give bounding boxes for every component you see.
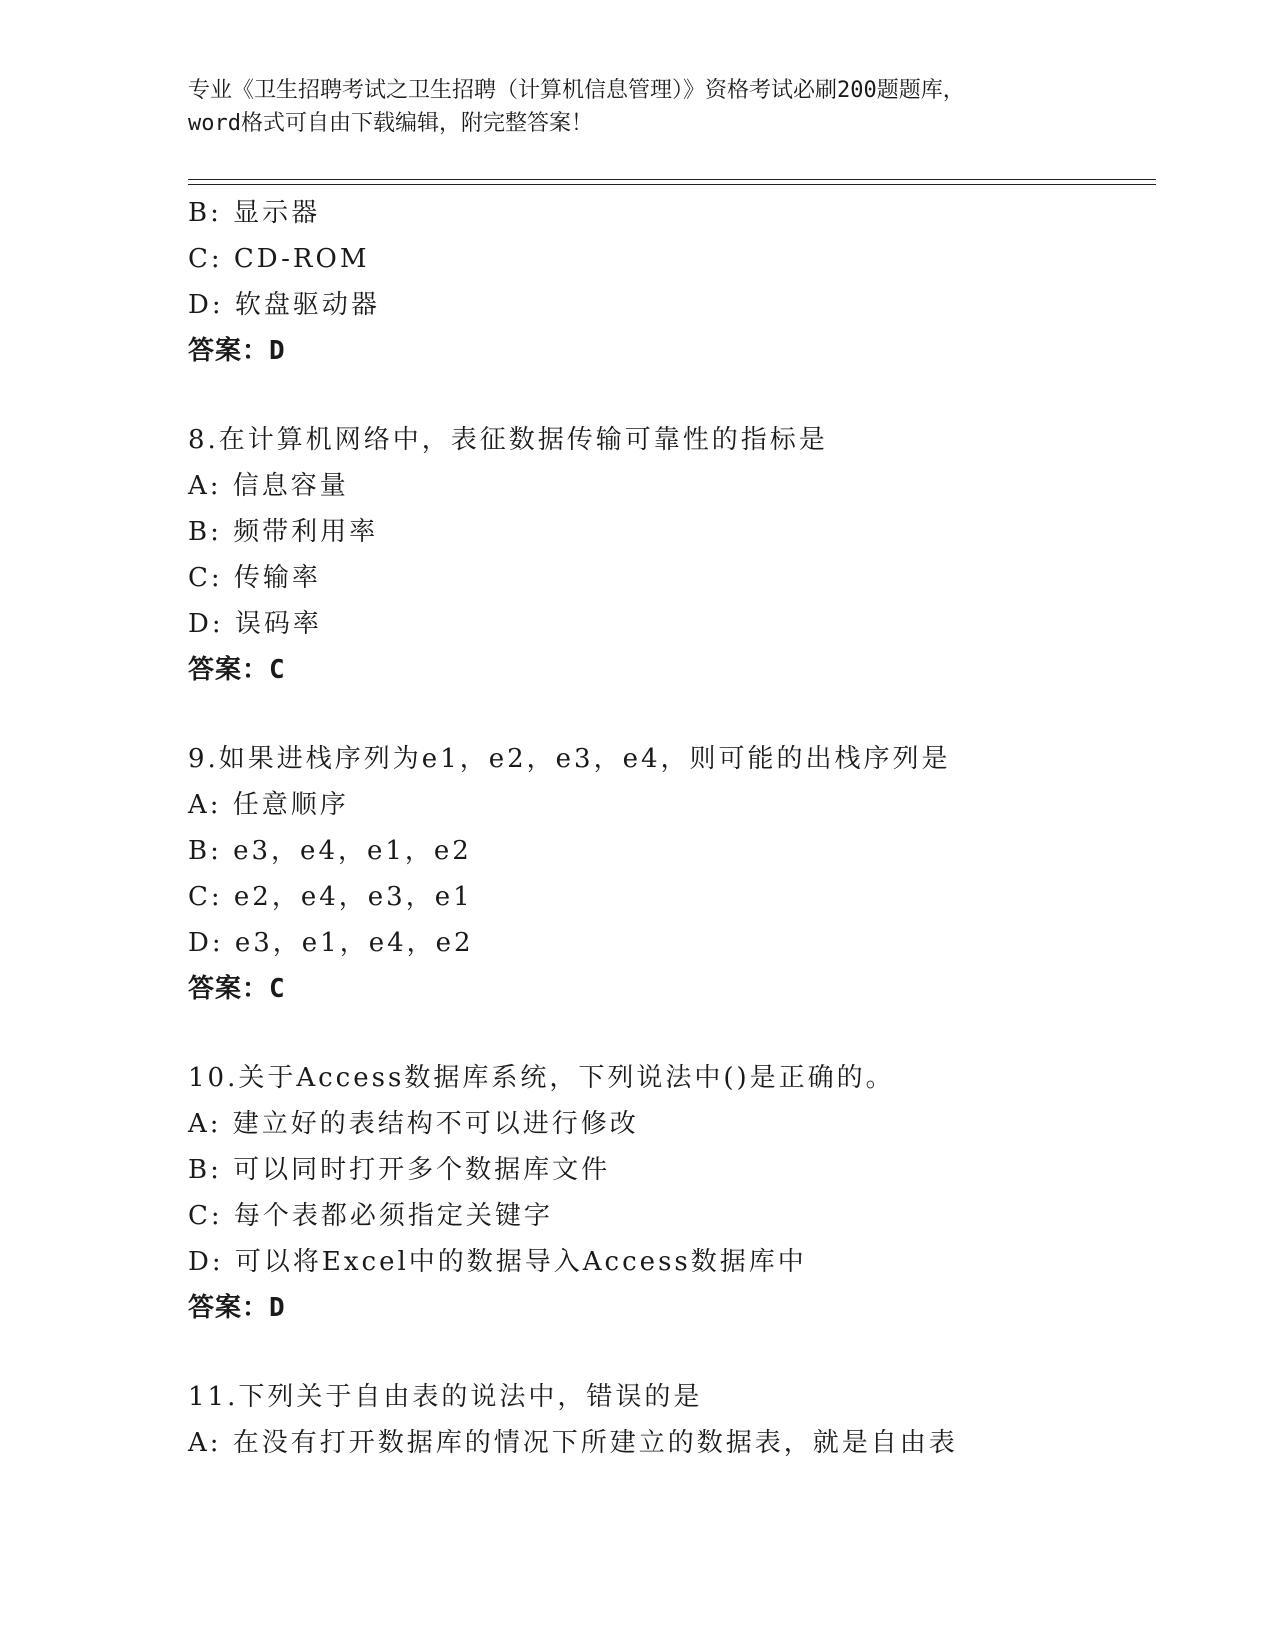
option-c: C: 传输率 [188, 563, 321, 593]
option-d: D: 软盘驱动器 [188, 290, 380, 320]
option-c: C: 每个表都必须指定关键字 [188, 1201, 553, 1231]
question-stem: 8.在计算机网络中，表征数据传输可靠性的指标是 [188, 425, 828, 455]
spacer [188, 693, 1148, 736]
document-header [188, 74, 1088, 140]
option-a: A: 信息容量 [188, 471, 349, 501]
option-b: B: 显示器 [188, 198, 321, 228]
spacer [188, 374, 1148, 417]
answer-line: 答案：D [188, 336, 286, 366]
question-10 [188, 1055, 1148, 1331]
option-c: C: CD-ROM [188, 244, 370, 274]
question-8 [188, 417, 1148, 693]
question-7-tail [188, 190, 1148, 374]
answer-line: 答案：D [188, 1293, 286, 1323]
header-title-line-1: 专业《卫生招聘考试之卫生招聘（计算机信息管理）》资格考试必刷200题题库， [188, 78, 965, 103]
option-c: C: e2，e4，e3，e1 [188, 882, 473, 912]
answer-line: 答案：C [188, 974, 286, 1004]
option-d: D: 误码率 [188, 609, 322, 639]
option-d: D: 可以将Excel中的数据导入Access数据库中 [188, 1247, 807, 1277]
option-b: B: 可以同时打开多个数据库文件 [188, 1155, 611, 1185]
header-divider-bottom [188, 184, 1156, 185]
option-b: B: e3，e4，e1，e2 [188, 836, 472, 866]
question-stem: 10.关于Access数据库系统，下列说法中()是正确的。 [188, 1063, 895, 1093]
option-d: D: e3，e1，e4，e2 [188, 928, 474, 958]
spacer [188, 1331, 1148, 1374]
option-a: A: 在没有打开数据库的情况下所建立的数据表，就是自由表 [188, 1428, 958, 1458]
answer-line: 答案：C [188, 655, 286, 685]
question-list [188, 190, 1148, 1466]
spacer [188, 1012, 1148, 1055]
question-stem: 11.下列关于自由表的说法中，错误的是 [188, 1382, 703, 1412]
option-b: B: 频带利用率 [188, 517, 379, 547]
header-divider-top [188, 179, 1156, 180]
option-a: A: 建立好的表结构不可以进行修改 [188, 1109, 639, 1139]
question-9 [188, 736, 1148, 1012]
question-stem: 9.如果进栈序列为e1，e2，e3，e4，则可能的出栈序列是 [188, 744, 951, 774]
header-title-line-2: word格式可自由下载编辑，附完整答案！ [188, 111, 593, 136]
option-a: A: 任意顺序 [188, 790, 349, 820]
question-11 [188, 1374, 1148, 1466]
